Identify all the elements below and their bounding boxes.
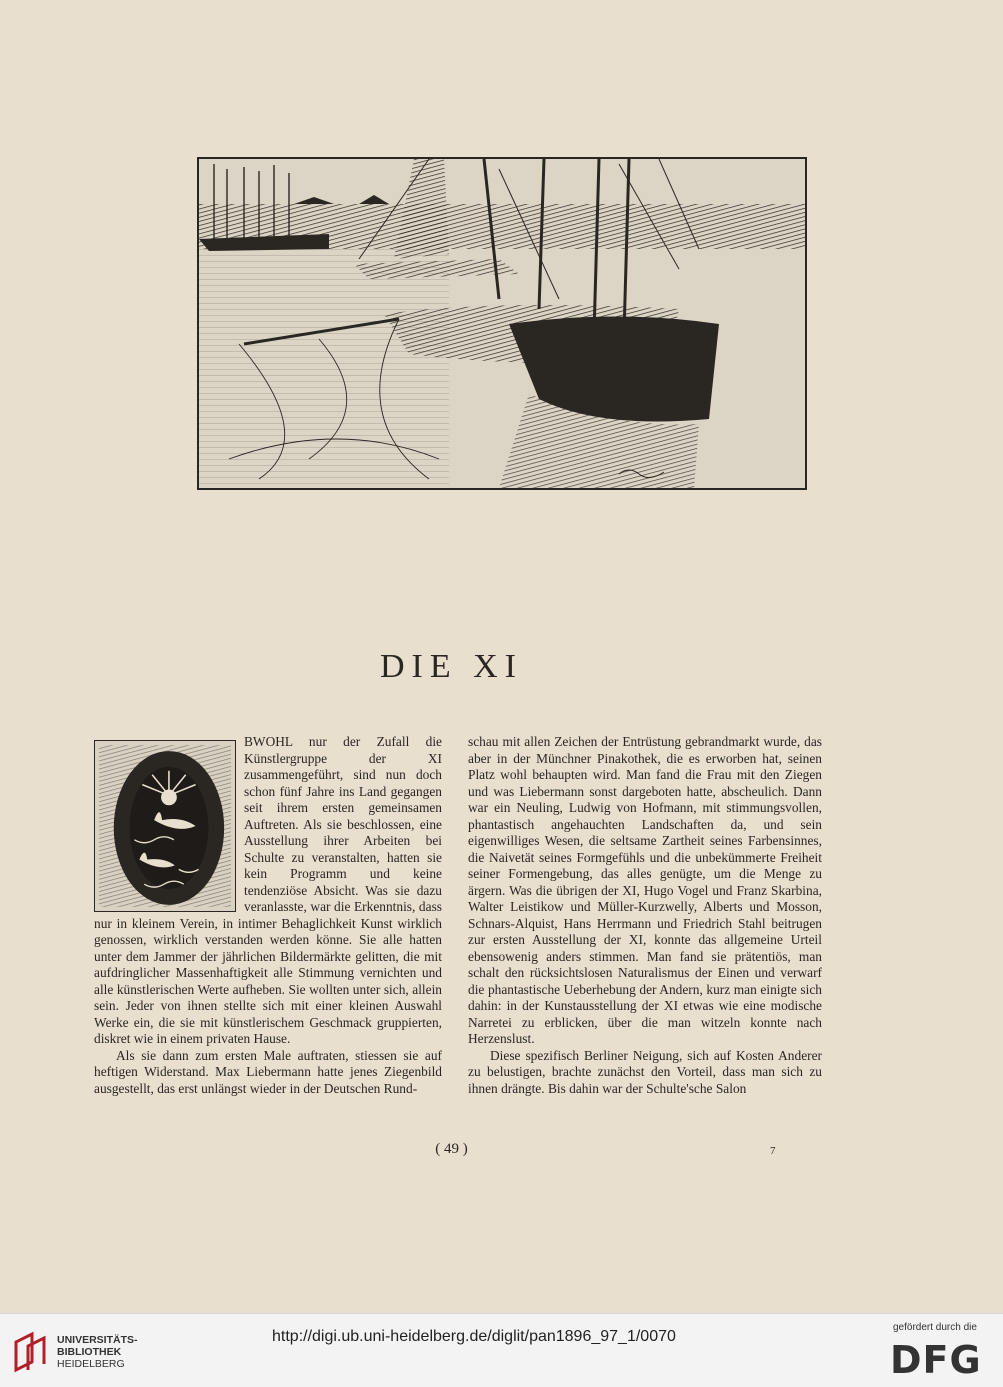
paragraph: BWOHL nur der Zufall die Künstlergruppe der XI zusammengeführt, sind nun doch schon fünf Jahre ins Land gegangen seit ihrem ersten gemeinsamen Auftreten. Als sie beschlossen, eine Ausstellung ihrer Arbeiten bei Schulte zu veranstalten, hatten sie kein Programm und keine tendenziöse Absicht. Was sie dazu veranlasste, war die Erkenntnis, dass nur in kleinem Verein, in intimer Behaglichkeit Kunst wirklich genossen, wirklich verstanden werden könne. Sie alle hatten unter dem Jammer der jährlichen Bildermärkte gelitten, die mit aufdringlicher Massenhaftigkeit alle Stimmung vernichten und alle künstlerischen Werte aufheben. Sie wollten unter sich, allein sein. Jeder von ihnen stellte sich mit einer kleinen Auswahl Werke ein, die sie mit künstlerischem Geschmack gruppierten, diskret wie in einem privaten Hause. [94,734,442,1046]
library-name [57,1334,138,1370]
page-number: ( 49 ) [435,1141,468,1157]
decorated-initial-O-swan [94,740,236,912]
permalink-url[interactable]: http://digi.ub.uni-heidelberg.de/diglit/pan1896_97_1/0070 [272,1328,676,1345]
swan-initial-icon [95,741,235,911]
etching-drawing [199,159,805,488]
article-title: DIE XI [379,648,524,685]
digitization-footer [0,1313,1003,1387]
text-column-right [468,734,822,1097]
university-library-logo-icon [12,1330,50,1374]
library-name-line: HEIDELBERG [57,1358,125,1370]
signature-mark: 7 [770,1145,776,1157]
library-name-line: BIBLIOTHEK [57,1346,122,1358]
library-name-line: UNIVERSITÄTS- [57,1334,138,1346]
funded-by-label: gefördert durch die [893,1322,977,1333]
harbor-sailboats-illustration [197,157,807,490]
text-column-left [94,734,442,1097]
paragraph: schau mit allen Zeichen der Entrüstung gebrandmarkt wurde, das aber in der Münchner Pinakothek, die es erworben hat, seinen Platz wohl behaupten wird. Man fand die Frau mit den Ziegen und was Liebermann sonst dargeboten hatte, abscheulich. Dann war ein Neuling, Ludwig von Hofmann, mit stimmungsvollen, phantastisch angehauchten Landschaften da, und sein eigenwilliges Wesen, die seltsame Zartheit seines Farbensinnes, die Naivetät seines Formgefühls und die unbekümmerte Freiheit seiner Formengebung, das alles genügte, um die Menge zu ärgern. Was die übrigen der XI, Hugo Vogel und Franz Skarbina, Walter Leistikow und Müller-Kurzwelly, Alberts und Mosson, Schnars-Alquist, Hans Herrmann und Friedrich Stahl beitrugen zur ersten Ausstellung der XI, konnte das allgemeine Urteil ebensowenig anders stimmen. Man fand sie prätentiös, man schalt den rücksichtslosen Naturalismus der Einen und verwarf die phantastische Ueberhebung der Andern, kurz man einigte sich dahin: in der Kunstausstellung der XI etwas wie eine modische Narretei zu erblicken, über die man witzeln konnte nach Herzenslust. [468,734,822,1046]
paragraph: Diese spezifisch Berliner Neigung, sich auf Kosten Anderer zu belustigen, brachte zunächst den Vorteil, dass man sich zu ihnen drängte. Bis dahin war der Schulte'sche Salon [468,1047,822,1096]
paragraph: Als sie dann zum ersten Male auftraten, stiessen sie auf heftigen Widerstand. Max Liebermann hatte jenes Ziegenbild ausgestellt, das erst unlängst wieder in der Deutschen Rund- [94,1047,442,1096]
dfg-logo: DFG [890,1338,982,1382]
